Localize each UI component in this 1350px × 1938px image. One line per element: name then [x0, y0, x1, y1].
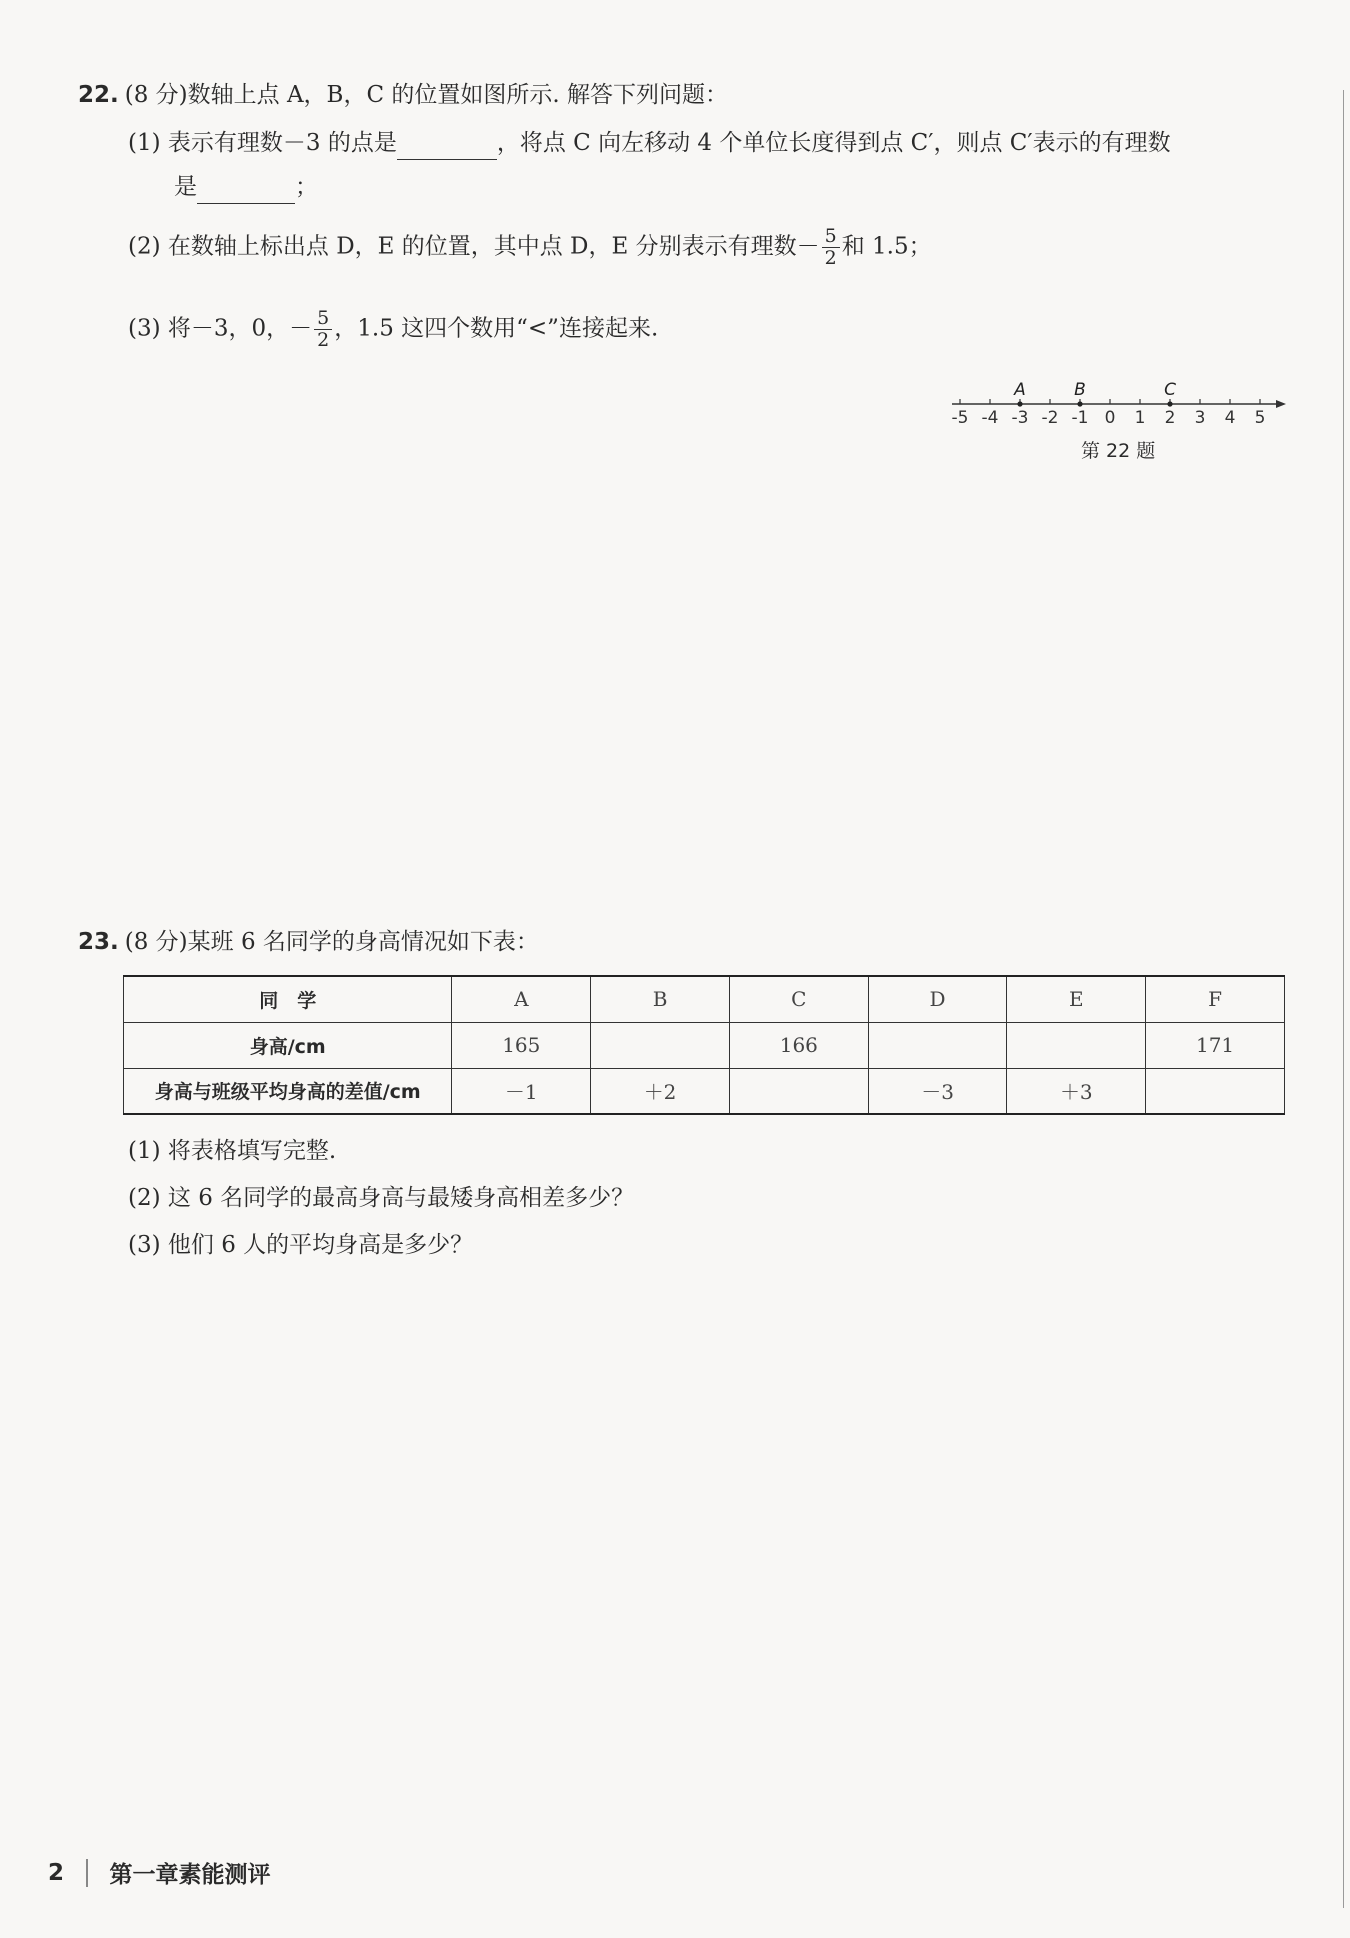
q22-part1-text-c: 是: [174, 174, 197, 200]
q22-part2-text-a: (2) 在数轴上标出点 D，E 的位置，其中点 D，E 分别表示有理数－: [128, 233, 820, 260]
point-a: [1017, 401, 1022, 406]
number-line-tick-label: -2: [1041, 408, 1059, 428]
student-cell: D: [868, 976, 1007, 1022]
point-c: [1167, 401, 1172, 406]
page-footer: [48, 1856, 271, 1889]
student-cell: B: [591, 976, 730, 1022]
q22-answer-blank-2[interactable]: [197, 177, 295, 204]
table-row: [124, 1022, 1285, 1068]
row-header-height: 身高/cm: [124, 1022, 452, 1068]
diff-cell: ＋3: [1007, 1068, 1146, 1114]
fraction-five-halves: $\frac{5}{2}$: [314, 308, 332, 351]
q23-part3: (3) 他们 6 人的平均身高是多少？: [128, 1232, 474, 1258]
number-line-tick-label: 0: [1104, 408, 1116, 428]
q22-part2-text-b: 和 1.5；: [841, 233, 932, 260]
number-line-tick-label: 5: [1254, 408, 1266, 428]
q22-part3-text-b: ，1.5 这四个数用“<”连接起来.: [334, 315, 659, 342]
q22-part1-text-b: ，将点 C 向左移动 4 个单位长度得到点 C′，则点 C′表示的有理数: [496, 130, 1171, 156]
q23-stem: [78, 925, 539, 959]
diff-cell[interactable]: [729, 1068, 868, 1114]
student-cell: E: [1007, 976, 1146, 1022]
q22-answer-blank-1[interactable]: [397, 133, 497, 160]
q22-part3: [128, 308, 658, 351]
table-row: [124, 1068, 1285, 1114]
point-label-c: C: [1164, 380, 1176, 400]
q22-part1-line2: [174, 170, 318, 204]
height-cell: 165: [452, 1022, 591, 1068]
page-number: 2: [48, 1859, 65, 1886]
diff-cell: ＋2: [591, 1068, 730, 1114]
number-line: [944, 370, 1294, 430]
student-cell: C: [729, 976, 868, 1022]
number-line-tick-label: 2: [1164, 408, 1176, 428]
diff-cell: －3: [868, 1068, 1007, 1114]
diff-cell: －1: [452, 1068, 591, 1114]
number-line-tick-label: 4: [1224, 408, 1236, 428]
q23-part1: (1) 将表格填写完整.: [128, 1138, 337, 1164]
q23-stem-text: (8 分)某班 6 名同学的身高情况如下表：: [124, 929, 539, 955]
page-edge-line: [1343, 90, 1344, 1908]
q22-stem: [78, 78, 728, 112]
number-line-tick-label: 1: [1134, 408, 1146, 428]
q22-stem-text: (8 分)数轴上点 A，B，C 的位置如图所示. 解答下列问题：: [124, 82, 728, 108]
height-cell[interactable]: [1007, 1022, 1146, 1068]
q22-part1-text-a: (1) 表示有理数－3 的点是: [128, 130, 397, 156]
q22-number: 22.: [78, 82, 119, 108]
figure-caption: 第 22 题: [1081, 440, 1156, 462]
table-row: [124, 976, 1285, 1022]
row-header-students: 同 学: [124, 976, 452, 1022]
point-label-b: B: [1074, 380, 1086, 400]
point-label-a: A: [1014, 380, 1026, 400]
number-line-tick-label: -5: [951, 408, 969, 428]
height-cell[interactable]: [868, 1022, 1007, 1068]
q23-number: 23.: [78, 929, 119, 955]
height-table: [123, 975, 1285, 1115]
height-cell[interactable]: [591, 1022, 730, 1068]
arrowhead-icon: [1276, 400, 1286, 408]
q23-part2: (2) 这 6 名同学的最高身高与最矮身高相差多少？: [128, 1185, 635, 1211]
q22-part2: [128, 226, 932, 269]
row-header-difference: 身高与班级平均身高的差值/cm: [124, 1068, 452, 1114]
chapter-title: 第一章素能测评: [109, 1862, 271, 1888]
number-line-tick-label: -1: [1071, 408, 1089, 428]
height-cell: 166: [729, 1022, 868, 1068]
number-line-tick-label: -4: [981, 408, 999, 428]
q22-part3-text-a: (3) 将－3，0，－: [128, 315, 313, 342]
q22-part1-text-d: ；: [295, 174, 318, 200]
point-b: [1077, 401, 1082, 406]
height-cell: 171: [1146, 1022, 1285, 1068]
number-line-tick-label: -3: [1011, 408, 1029, 428]
number-line-tick-label: 3: [1194, 408, 1206, 428]
fraction-five-halves: $\frac{5}{2}$: [822, 226, 840, 269]
diff-cell[interactable]: [1146, 1068, 1285, 1114]
q22-part1-line1: [128, 126, 1171, 160]
student-cell: A: [452, 976, 591, 1022]
student-cell: F: [1146, 976, 1285, 1022]
footer-divider: [86, 1859, 88, 1887]
